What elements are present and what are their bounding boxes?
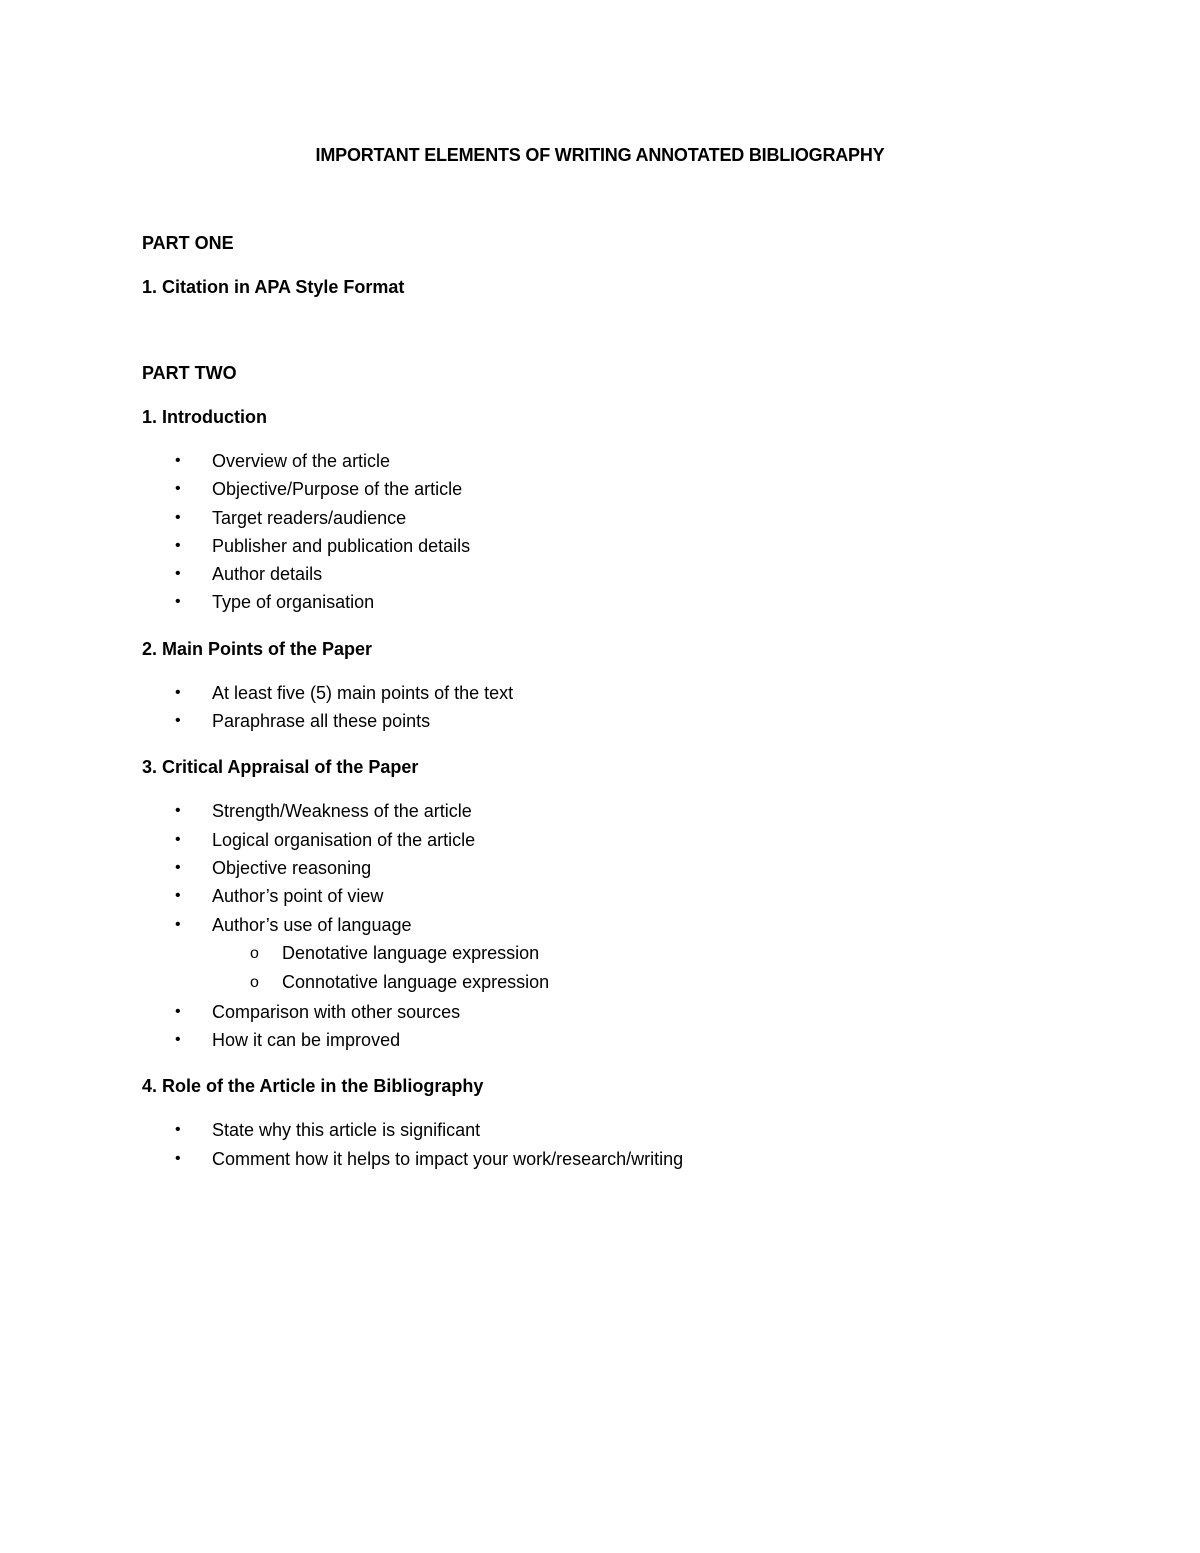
bullet-icon: •	[175, 802, 181, 820]
bullet-icon: •	[175, 508, 181, 526]
section-main-points-heading: 2. Main Points of the Paper	[142, 638, 373, 659]
main-points-list	[142, 679, 1142, 736]
list-item: • Logical organisation of the article	[142, 826, 1142, 854]
bullet-icon: •	[175, 712, 181, 730]
bullet-icon: •	[175, 1121, 181, 1139]
list-item: • Author’s point of view	[142, 882, 1142, 910]
part-two-heading: PART TWO	[142, 363, 237, 383]
bullet-icon: •	[175, 1002, 181, 1020]
sub-list-item: o Connotative language expression	[142, 968, 1142, 998]
list-item: • Strength/Weakness of the article	[142, 797, 1142, 825]
language-sublist	[142, 939, 1142, 998]
document-content	[142, 231, 1142, 1173]
section-critical-appraisal-heading: 3. Critical Appraisal of the Paper	[142, 757, 419, 778]
introduction-list	[142, 447, 1142, 617]
critical-appraisal-list-continued	[142, 998, 1142, 1055]
citation-heading: 1. Citation in APA Style Format	[142, 277, 405, 297]
list-item: • Overview of the article	[142, 447, 1142, 475]
document-title: IMPORTANT ELEMENTS OF WRITING ANNOTATED BIBLIOGRAPHY	[315, 145, 885, 165]
list-item: • Publisher and publication details	[142, 532, 1142, 560]
bullet-icon: •	[175, 858, 181, 876]
list-item: • Paraphrase all these points	[142, 707, 1142, 735]
list-item: • At least five (5) main points of the text	[142, 679, 1142, 707]
list-item: • State why this article is significant	[142, 1116, 1142, 1144]
bullet-icon: •	[175, 683, 181, 701]
sub-list-item: o Denotative language expression	[142, 939, 1142, 969]
bullet-icon: •	[175, 1031, 181, 1049]
critical-appraisal-list	[142, 797, 1142, 938]
list-item: • Objective/Purpose of the article	[142, 475, 1142, 503]
list-item: • Objective reasoning	[142, 854, 1142, 882]
section-role-heading: 4. Role of the Article in the Bibliography	[142, 1076, 484, 1097]
list-item: • Author’s use of language	[142, 911, 1142, 939]
list-item: • Author details	[142, 560, 1142, 588]
bullet-icon: •	[175, 593, 181, 611]
bullet-icon: •	[175, 536, 181, 554]
section-introduction-heading: 1. Introduction	[142, 407, 267, 427]
bullet-icon: •	[175, 830, 181, 848]
list-item: • Comment how it helps to impact your work/research/writing	[142, 1145, 1142, 1173]
bullet-icon: •	[175, 480, 181, 498]
bullet-icon: •	[175, 565, 181, 583]
bullet-icon: •	[175, 887, 181, 905]
bullet-icon: •	[175, 452, 181, 469]
list-item: • Comparison with other sources	[142, 998, 1142, 1026]
list-item: • Target readers/audience	[142, 504, 1142, 532]
bullet-icon: •	[175, 915, 181, 933]
bullet-icon: •	[175, 1149, 181, 1167]
role-list	[142, 1116, 1142, 1173]
sub-bullet-icon: o	[250, 974, 259, 992]
sub-bullet-icon: o	[250, 944, 259, 962]
part-one-heading: PART ONE	[142, 233, 234, 253]
list-item: • How it can be improved	[142, 1026, 1142, 1054]
list-item: • Type of organisation	[142, 588, 1142, 616]
